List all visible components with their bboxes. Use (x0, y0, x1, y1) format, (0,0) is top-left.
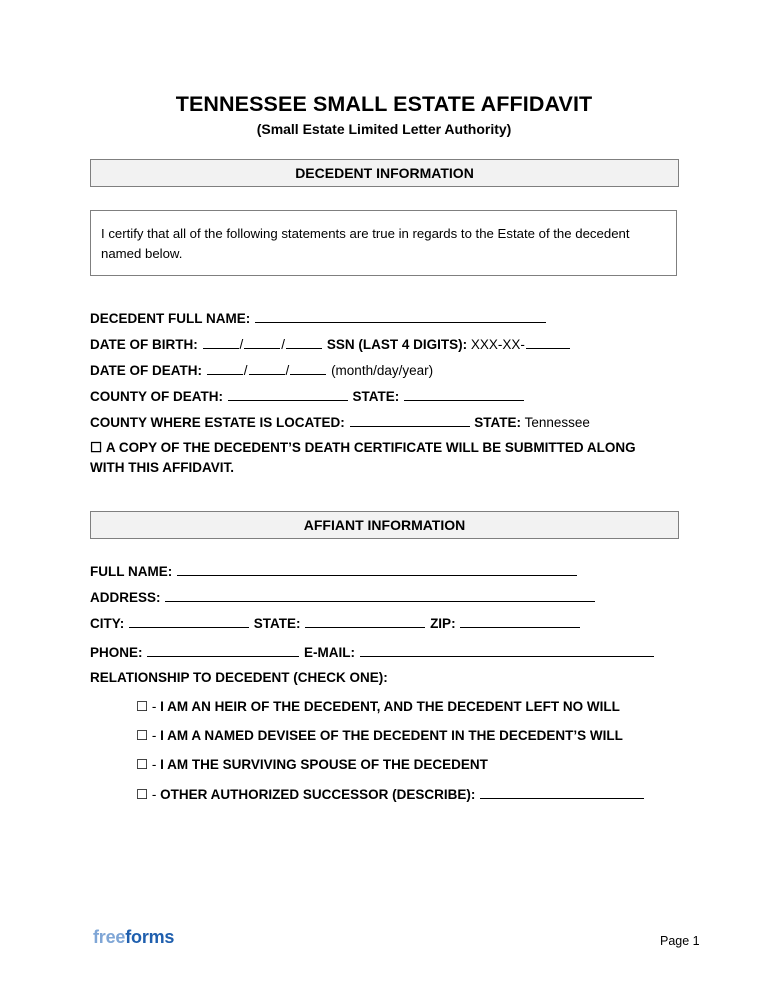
section-heading-decedent-label: DECEDENT INFORMATION (295, 165, 474, 181)
affiant-city-field[interactable] (129, 615, 249, 628)
section-heading-decedent (90, 159, 679, 187)
estate-state-label: STATE: (474, 415, 522, 430)
relationship-option-other-checkbox[interactable]: ☐ (136, 787, 149, 802)
ssn-prefix: XXX-XX- (470, 337, 525, 352)
decedent-full-name-field[interactable] (255, 310, 546, 323)
dod-year-field[interactable] (290, 362, 326, 375)
relationship-option-heir-dash: - (151, 699, 157, 714)
dob-day-field[interactable] (244, 336, 280, 349)
dob-month-field[interactable] (203, 336, 239, 349)
affiant-phone-field[interactable] (147, 644, 299, 657)
affiant-city-row (90, 615, 581, 631)
death-certificate-text-line2: WITH THIS AFFIDAVIT. (90, 460, 234, 475)
estate-state-value: Tennessee (524, 415, 590, 430)
affiant-phone-row (90, 644, 655, 660)
dob-year-field[interactable] (286, 336, 322, 349)
relationship-option-devisee-checkbox[interactable]: ☐ (136, 728, 149, 743)
relationship-option-heir-checkbox[interactable]: ☐ (136, 699, 149, 714)
other-successor-description-field[interactable] (480, 786, 644, 799)
decedent-full-name-label: DECEDENT FULL NAME: (90, 311, 251, 326)
relationship-option-devisee-dash: - (151, 728, 157, 743)
section-heading-affiant-label: AFFIANT INFORMATION (303, 517, 466, 533)
affiant-full-name-label: FULL NAME: (90, 564, 173, 579)
affiant-zip-field[interactable] (460, 615, 580, 628)
document-title: TENNESSEE SMALL ESTATE AFFIDAVIT (175, 92, 593, 116)
certification-box (90, 210, 677, 276)
affiant-zip-label: ZIP: (430, 616, 456, 631)
ssn-last4-field[interactable] (526, 336, 570, 349)
relationship-option-heir[interactable] (136, 699, 620, 715)
relationship-option-other-dash: - (151, 787, 157, 802)
logo-free-text: free (93, 927, 126, 947)
logo-forms-text: forms (125, 927, 175, 947)
date-of-birth-row (90, 336, 571, 352)
death-state-label: STATE: (352, 389, 400, 404)
section-heading-affiant (90, 511, 679, 539)
relationship-option-other-label: OTHER AUTHORIZED SUCCESSOR (DESCRIBE): (160, 787, 476, 802)
death-state-field[interactable] (404, 388, 524, 401)
affiant-full-name-field[interactable] (177, 563, 577, 576)
county-of-death-label: COUNTY OF DEATH: (90, 389, 223, 404)
date-of-death-row (90, 362, 433, 378)
affiant-email-field[interactable] (360, 644, 654, 657)
relationship-option-spouse-checkbox[interactable]: ☐ (136, 757, 149, 772)
dod-slash-2: / (285, 363, 290, 378)
dob-slash-1: / (239, 337, 244, 352)
death-certificate-checkbox[interactable]: ☐ (90, 440, 103, 455)
date-of-death-label: DATE OF DEATH: (90, 363, 202, 378)
relationship-option-devisee-label: I AM A NAMED DEVISEE OF THE DECEDENT IN THE DECEDENT’S WILL (160, 728, 623, 743)
affiant-state-label: STATE: (253, 616, 301, 631)
affiant-phone-label: PHONE: (90, 645, 143, 660)
relationship-option-devisee[interactable] (136, 728, 623, 744)
death-certificate-text-line1: A COPY OF THE DECEDENT’S DEATH CERTIFICATE WILL BE SUBMITTED ALONG (105, 440, 636, 455)
death-certificate-statement (90, 438, 636, 478)
date-of-birth-label: DATE OF BIRTH: (90, 337, 198, 352)
affiant-full-name-row (90, 563, 578, 579)
dod-month-field[interactable] (207, 362, 243, 375)
relationship-heading-row (90, 670, 388, 685)
decedent-full-name-row (90, 310, 547, 326)
affiant-address-field[interactable] (165, 589, 595, 602)
affiant-address-row (90, 589, 596, 605)
certification-text: I certify that all of the following statements are true in regards to the Estate of the decedent named below. (101, 226, 630, 261)
dod-day-field[interactable] (249, 362, 285, 375)
relationship-label: RELATIONSHIP TO DECEDENT (CHECK ONE): (90, 670, 388, 685)
document-subtitle: (Small Estate Limited Letter Authority) (256, 121, 512, 137)
dod-slash-1: / (243, 363, 248, 378)
page-number: Page 1 (660, 934, 700, 948)
affiant-city-label: CITY: (90, 616, 125, 631)
freeforms-logo (93, 927, 174, 948)
county-of-death-row (90, 388, 525, 404)
ssn-label: SSN (LAST 4 DIGITS): (326, 337, 468, 352)
county-estate-row (90, 414, 590, 430)
county-estate-label: COUNTY WHERE ESTATE IS LOCATED: (90, 415, 345, 430)
county-of-death-field[interactable] (228, 388, 348, 401)
affiant-address-label: ADDRESS: (90, 590, 161, 605)
relationship-option-spouse[interactable] (136, 757, 488, 773)
relationship-option-other[interactable] (136, 786, 645, 803)
relationship-option-heir-label: I AM AN HEIR OF THE DECEDENT, AND THE DECEDENT LEFT NO WILL (160, 699, 620, 714)
county-estate-field[interactable] (350, 414, 470, 427)
dob-slash-2: / (281, 337, 286, 352)
affiant-email-label: E-MAIL: (304, 645, 356, 660)
relationship-option-spouse-dash: - (151, 757, 157, 772)
relationship-option-spouse-label: I AM THE SURVIVING SPOUSE OF THE DECEDENT (160, 757, 488, 772)
date-format-hint: (month/day/year) (331, 363, 434, 378)
affiant-state-field[interactable] (305, 615, 425, 628)
